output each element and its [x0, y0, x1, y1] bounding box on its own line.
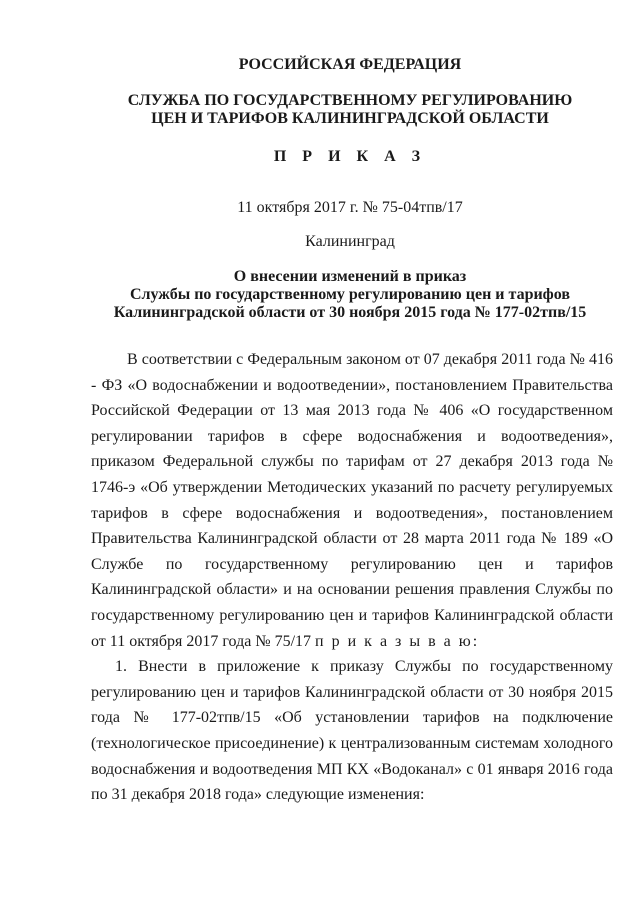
item-1-paragraph: 1. Внести в приложение к приказу Службы по государственному регулированию цен и тарифов Калининградской области от 30 ноября 2015 года № 177-02тпв/15 «Об установлении тарифов на подключение (технологическое присоединение) к централизованным системам холодного водоснабжения и водоотведения МП КХ «Водоканал» с 01 января 2016 года по 31 декабря 2018 года» следующие изменения: [91, 658, 613, 804]
title-line2: Службы по государственному регулированию цен и тарифов [129, 286, 570, 303]
country-heading: РОССИЙСКАЯ ФЕДЕРАЦИЯ [238, 56, 462, 73]
service-heading-line1: СЛУЖБА ПО ГОСУДАРСТВЕННОМУ РЕГУЛИРОВАНИЮ [127, 92, 573, 109]
title-line3: Калининградской области от 30 ноября 2015 года № 177-02тпв/15 [113, 304, 587, 321]
document-body [91, 347, 613, 808]
city: Калининград [305, 233, 395, 250]
preamble-paragraph [91, 347, 613, 654]
preamble-text: В соответствии с Федеральным законом от 07 декабря 2011 года № 416 - ФЗ «О водоснабжении и водоотведении», постановлением Правительства Российской Федерации от 13 мая 2013 года № 406 «О государственном регулировании тарифов в сфере водоснабжения и водоотведения», приказом Федеральной службы по тарифам от 27 декабря 2013 года № 1746-э «Об утверждении Методических указаний по расчету регулируемых тарифов в сфере водоснабжения и водоотведения», постановлением Правительства Калининградской области от 28 марта 2011 года № 189 «О Службе по государственному регулированию цен и тарифов Калининградской области» и на основании решения правления Службы по государственному регулированию цен и тарифов Калининградской области от 11 октября 2017 года № 75/17 [91, 351, 613, 650]
title-line1: О внесении изменений в приказ [233, 268, 467, 285]
date-number: 11 октября 2017 г. № 75-04тпв/17 [237, 199, 463, 216]
order-word: п р и к а з ы в а ю: [315, 632, 480, 650]
service-heading-line2: ЦЕН И ТАРИФОВ КАЛИНИНГРАДСКОЙ ОБЛАСТИ [151, 110, 549, 127]
doc-type-heading: П Р И К А З [273, 148, 427, 165]
